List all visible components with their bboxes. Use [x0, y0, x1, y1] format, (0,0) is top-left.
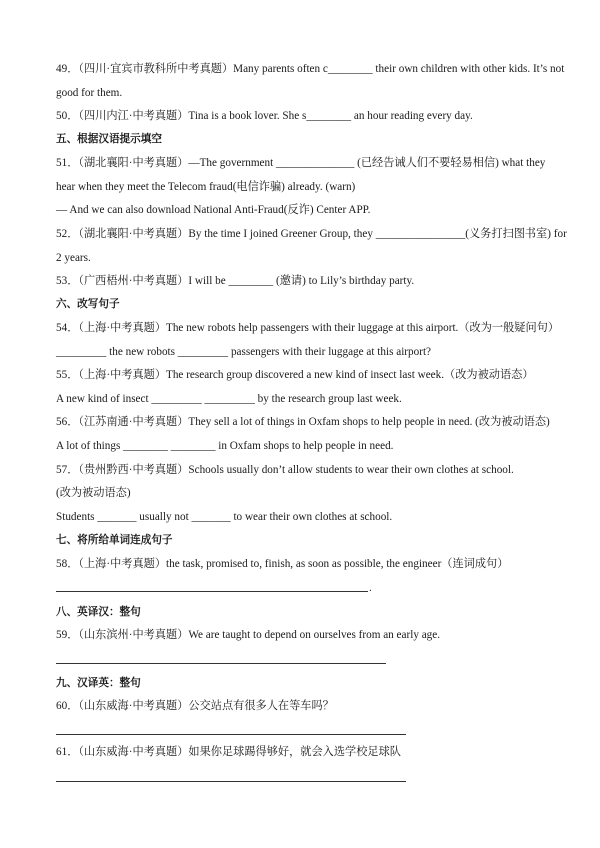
- answer-line-58-period: .: [369, 582, 372, 594]
- question-49-line-1: 49．（四川·宜宾市教科所中考真题）Many parents often c________ their own children with other kids. It’s not: [56, 63, 565, 75]
- section-6-heading: 六、改写句子: [56, 298, 120, 310]
- question-59: 59．（山东滨州·中考真题）We are taught to depend on ourselves from an early age.: [56, 629, 441, 641]
- section-7-heading: 七、将所给单词连成句子: [56, 534, 173, 546]
- question-60: 60．（山东威海·中考真题）公交站点有很多人在等车吗？: [56, 700, 334, 712]
- section-9-heading: 九、汉译英：整句: [56, 677, 141, 689]
- question-61: 61．（山东威海·中考真题）如果你足球踢得够好，就会入选学校足球队: [56, 746, 401, 758]
- question-50: 50．（四川内江·中考真题）Tina is a book lover. She s________ an hour reading every day.: [56, 110, 473, 122]
- question-57-line-3: Students _______ usually not _______ to wear their own clothes at school.: [56, 511, 393, 523]
- question-57-line-2: (改为被动语态): [56, 487, 131, 499]
- question-54-line-1: 54．（上海·中考真题）The new robots help passengers with their luggage at this airport.（改为一般疑问句）: [56, 322, 560, 334]
- question-51-line-2: hear when they meet the Telecom fraud(电信诈骗) already. (warn): [56, 181, 356, 193]
- question-54-line-2: _________ the new robots _________ passengers with their luggage at this airport?: [56, 346, 432, 358]
- question-57-line-1: 57．（贵州黔西·中考真题）Schools usually don’t allow students to wear their own clothes at school.: [56, 464, 514, 476]
- question-53: 53．（广西梧州·中考真题）I will be ________ (邀请) to Lily’s birthday party.: [56, 275, 415, 287]
- question-51-line-1: 51．（湖北襄阳·中考真题）—The government ______________ (已经告诫人们不要轻易相信) what they: [56, 157, 546, 169]
- question-56-line-2: A lot of things ________ ________ in Oxfam shops to help people in need.: [56, 440, 394, 452]
- section-8-heading: 八、英译汉：整句: [56, 606, 141, 618]
- question-52-line-1: 52．（湖北襄阳·中考真题）By the time I joined Greener Group, they ________________(义务打扫图书室) for: [56, 228, 567, 240]
- answer-line-60: [56, 734, 406, 735]
- question-55-line-1: 55．（上海·中考真题）The research group discovered a new kind of insect last week.（改为被动语态）: [56, 369, 534, 381]
- question-58: 58．（上海·中考真题）the task, promised to, finish, as soon as possible, the engineer（连词成句）: [56, 558, 509, 570]
- question-51-line-3: — And we can also download National Anti-Fraud(反诈) Center APP.: [56, 204, 371, 216]
- question-55-line-2: A new kind of insect _________ _________ by the research group last week.: [56, 393, 402, 405]
- answer-line-59: [56, 663, 386, 664]
- question-49-line-2: good for them.: [56, 87, 123, 99]
- section-5-heading: 五、根据汉语提示填空: [56, 133, 162, 145]
- answer-line-58: [56, 591, 368, 592]
- answer-line-61: [56, 781, 406, 782]
- question-56-line-1: 56．（江苏南通·中考真题）They sell a lot of things in Oxfam shops to help people in need. (改为被动语态): [56, 416, 550, 428]
- question-52-line-2: 2 years.: [56, 252, 91, 264]
